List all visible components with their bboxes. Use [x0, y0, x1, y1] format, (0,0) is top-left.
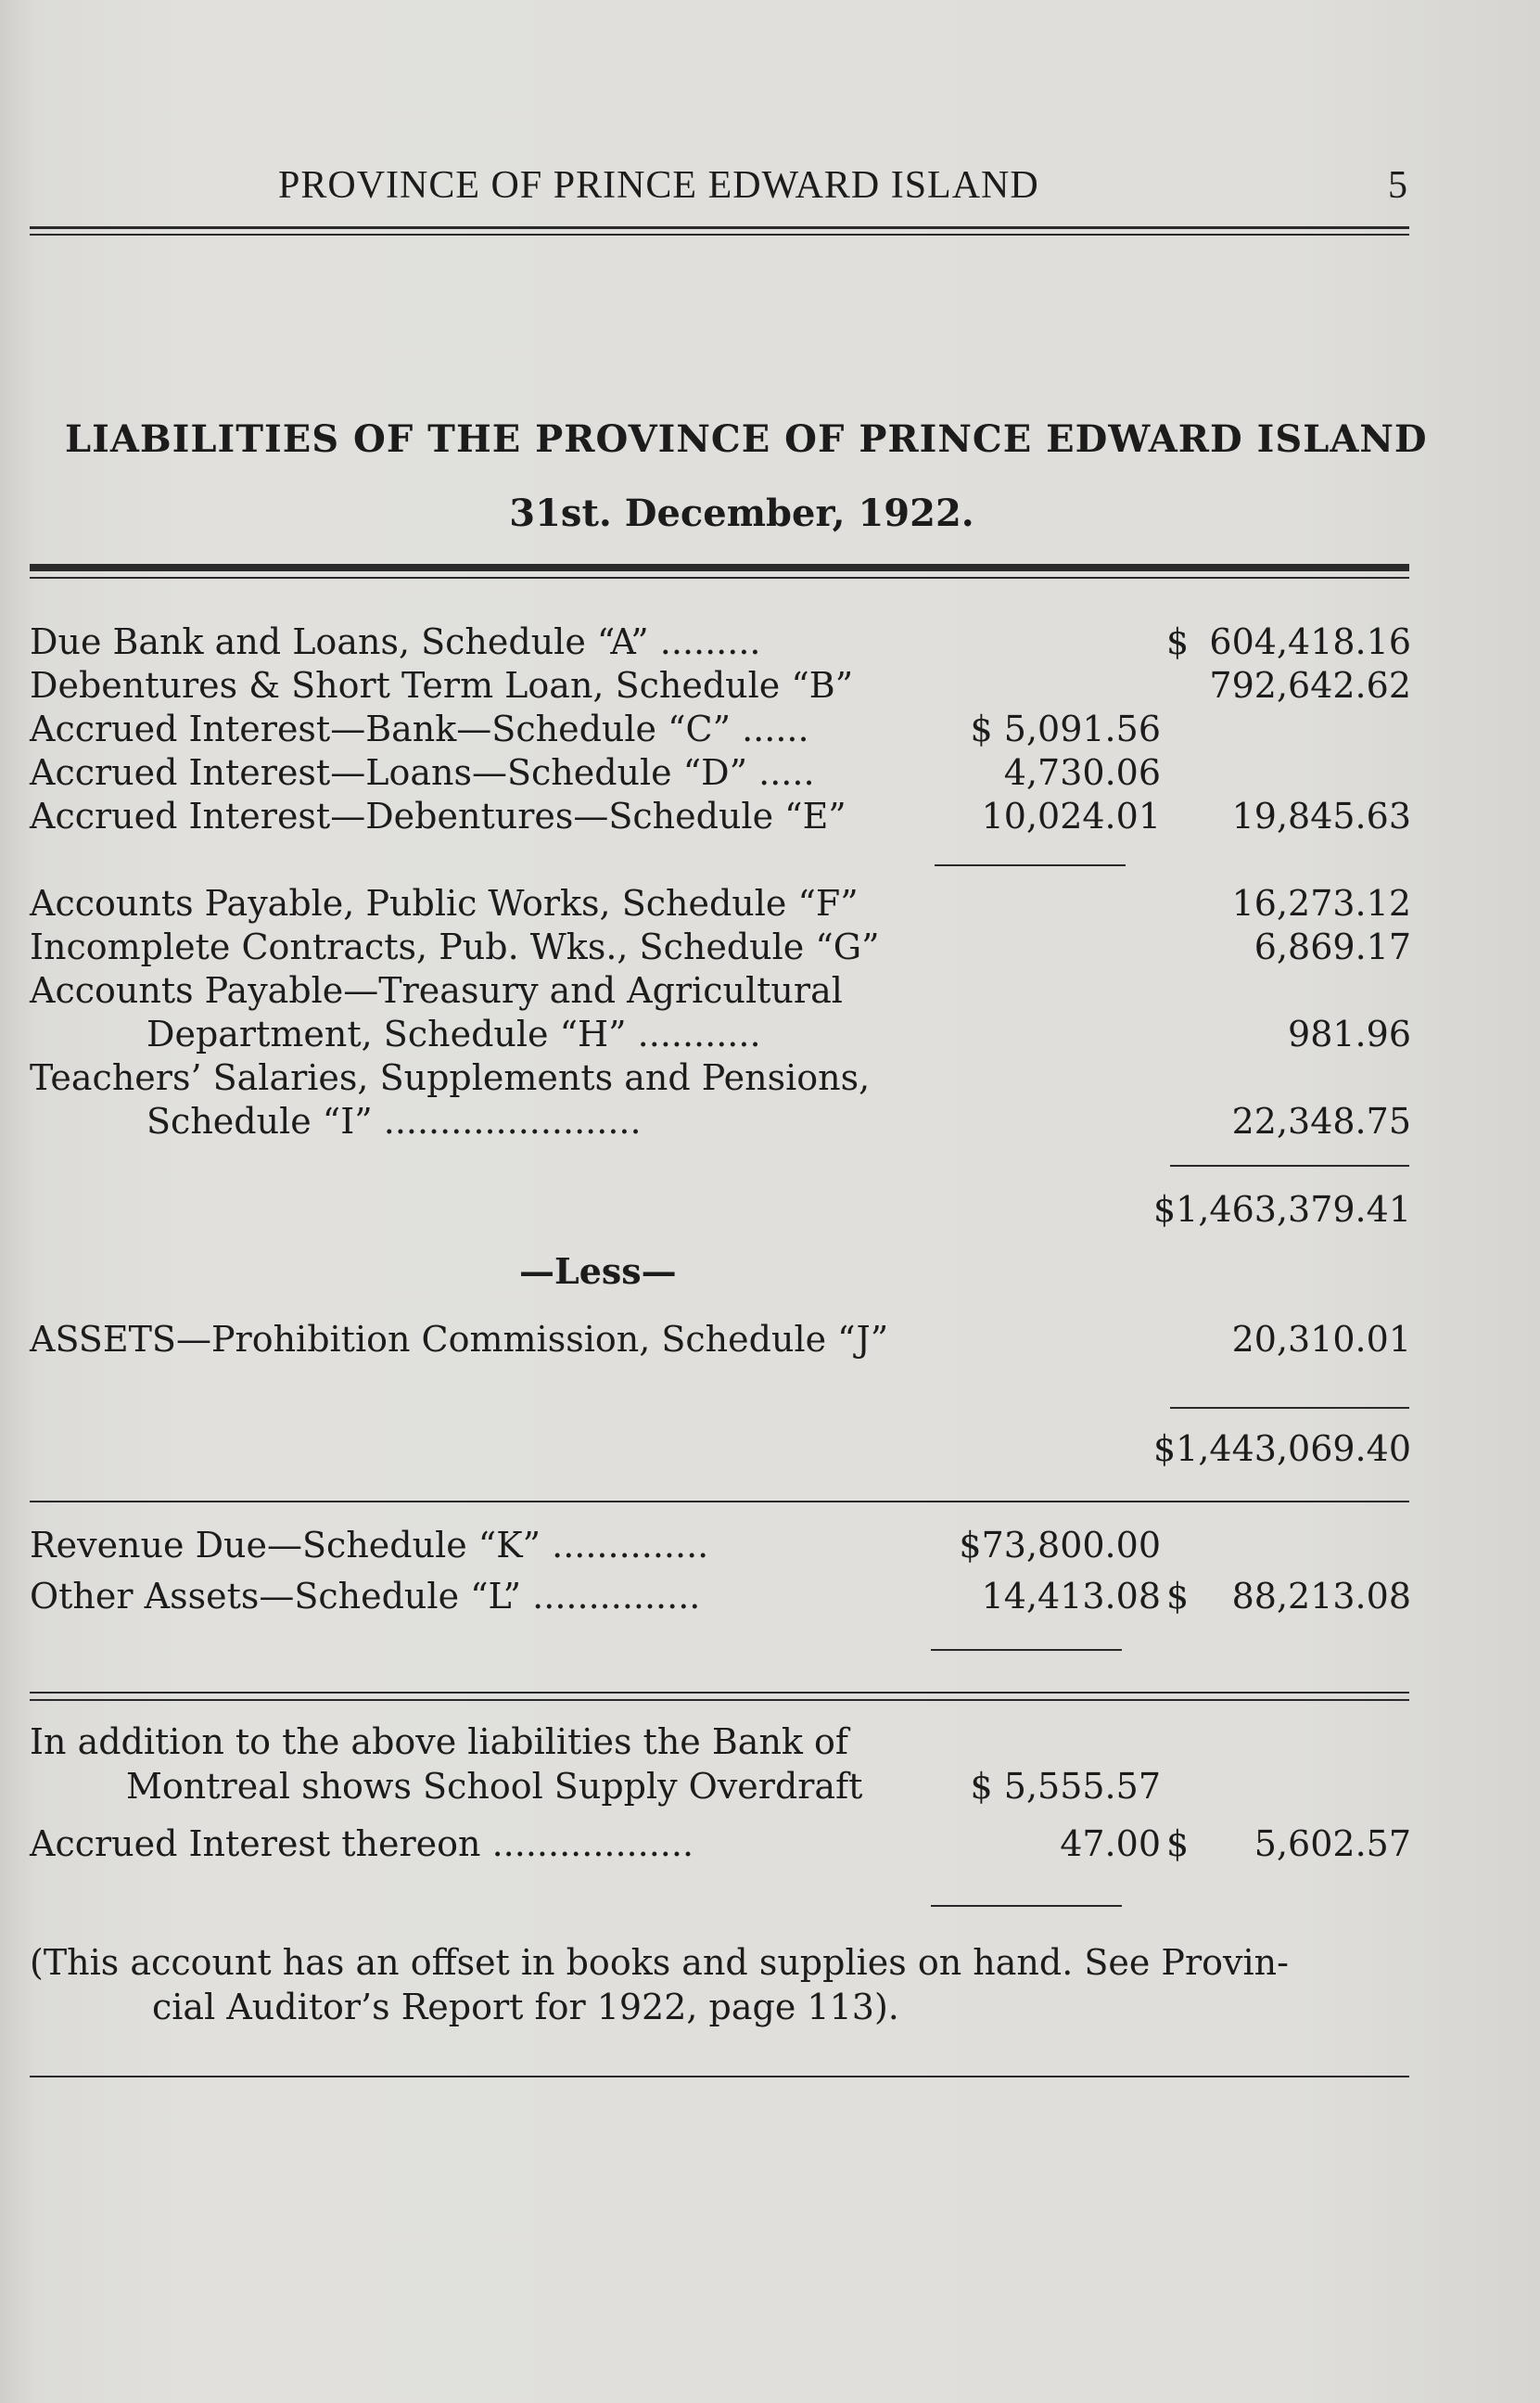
table-row — [30, 709, 1411, 753]
table-row — [30, 665, 1411, 709]
row-subamount: 4,730.06 — [1003, 752, 1161, 793]
row-label: Incomplete Contracts, Pub. Wks., Schedule “G” — [30, 927, 880, 967]
table-row — [30, 1057, 1411, 1102]
addition-line — [30, 1721, 1411, 1766]
addition-overdraft-amount: $ 5,555.57 — [970, 1766, 1161, 1807]
double-rule-top — [30, 1692, 1409, 1694]
table-row — [30, 752, 1411, 797]
running-title: PROVINCE OF PRINCE EDWARD ISLAND — [278, 164, 1039, 207]
double-rule-bottom — [30, 1699, 1409, 1701]
row-label: Debentures & Short Term Loan, Schedule “B” — [30, 665, 854, 706]
row-amount: 981.96 — [1288, 1014, 1411, 1055]
row-currency: $ — [1166, 1823, 1190, 1864]
row-label: Accrued Interest—Bank—Schedule “C” ...... — [30, 709, 809, 749]
table-row — [30, 796, 1411, 840]
row-label: Accrued Interest thereon .................. — [30, 1823, 694, 1864]
section-rule — [30, 1501, 1409, 1502]
net-total-rule — [1170, 1407, 1409, 1409]
row-amount: 604,418.16 — [1209, 621, 1411, 662]
row-label: Accrued Interest—Debentures—Schedule “E” — [30, 796, 846, 837]
addition-text: In addition to the above liabilities the Bank of — [30, 1721, 848, 1762]
total-rule — [1170, 1165, 1409, 1167]
row-subamount: 47.00 — [1060, 1823, 1161, 1864]
assets-subtotal-rule — [931, 1649, 1122, 1651]
less-label: —Less— — [519, 1250, 677, 1292]
row-amount: 6,869.17 — [1254, 927, 1411, 967]
subtotal-rule — [935, 864, 1126, 866]
page-number: 5 — [1388, 164, 1407, 207]
row-label: Schedule “I” ....................... — [146, 1101, 642, 1142]
table-row — [30, 1576, 1411, 1620]
row-label: Revenue Due—Schedule “K” .............. — [30, 1525, 709, 1566]
table-row — [30, 1525, 1411, 1569]
table-row — [30, 1101, 1411, 1145]
row-amount: 19,845.63 — [1231, 796, 1411, 837]
header-rule-top — [30, 226, 1409, 229]
row-amount: 88,213.08 — [1231, 1576, 1411, 1617]
row-subamount: 14,413.08 — [981, 1576, 1161, 1617]
addition-overdraft-label: Montreal shows School Supply Overdraft — [126, 1766, 863, 1807]
row-label: Accounts Payable, Public Works, Schedule “F” — [30, 883, 859, 924]
row-label: Department, Schedule “H” ........... — [146, 1014, 761, 1055]
row-subamount: $73,800.00 — [959, 1525, 1161, 1566]
header-rule-bottom — [30, 234, 1409, 236]
row-subamount: $ 5,091.56 — [970, 709, 1161, 749]
row-label: ASSETS—Prohibition Commission, Schedule “J” — [30, 1319, 889, 1360]
row-currency: $ — [1166, 1576, 1190, 1617]
interest-subtotal-rule — [931, 1905, 1122, 1907]
total-amount: $1,463,379.41 — [1152, 1189, 1411, 1230]
total-row — [30, 1189, 1411, 1233]
row-amount: 792,642.62 — [1209, 665, 1411, 706]
document-date: 31st. December, 1922. — [509, 492, 974, 535]
row-subamount: 10,024.01 — [981, 796, 1161, 837]
net-total-row — [30, 1428, 1411, 1473]
table-row — [30, 927, 1411, 971]
table-row — [30, 883, 1411, 927]
footer-rule — [30, 2076, 1409, 2077]
table-row — [30, 1319, 1411, 1363]
table-row — [30, 1014, 1411, 1058]
net-total-amount: $1,443,069.40 — [1152, 1428, 1411, 1469]
table-row — [30, 621, 1411, 666]
title-rule-thick — [30, 564, 1409, 571]
table-row — [30, 1823, 1411, 1868]
table-row — [30, 970, 1411, 1015]
row-label: Teachers’ Salaries, Supplements and Pensions, — [30, 1057, 871, 1098]
row-currency: $ — [1166, 621, 1190, 662]
row-amount: 16,273.12 — [1231, 883, 1411, 924]
row-amount: 22,348.75 — [1231, 1101, 1411, 1142]
row-label: Due Bank and Loans, Schedule “A” ......... — [30, 621, 761, 662]
title-rule-thin — [30, 577, 1409, 579]
row-amount: 5,602.57 — [1254, 1823, 1411, 1864]
row-label: Other Assets—Schedule “L” ............... — [30, 1576, 701, 1617]
footnote-line-2: cial Auditor’s Report for 1922, page 113). — [152, 1987, 899, 2027]
footnote-line-1: (This account has an offset in books and supplies on hand. See Provin- — [30, 1942, 1289, 1983]
row-amount: 20,310.01 — [1231, 1319, 1411, 1360]
row-label: Accrued Interest—Loans—Schedule “D” ..... — [30, 752, 815, 793]
addition-line — [30, 1766, 1411, 1810]
row-label: Accounts Payable—Treasury and Agricultural — [30, 970, 843, 1011]
document-title: LIABILITIES OF THE PROVINCE OF PRINCE EDWARD ISLAND — [65, 417, 1428, 461]
